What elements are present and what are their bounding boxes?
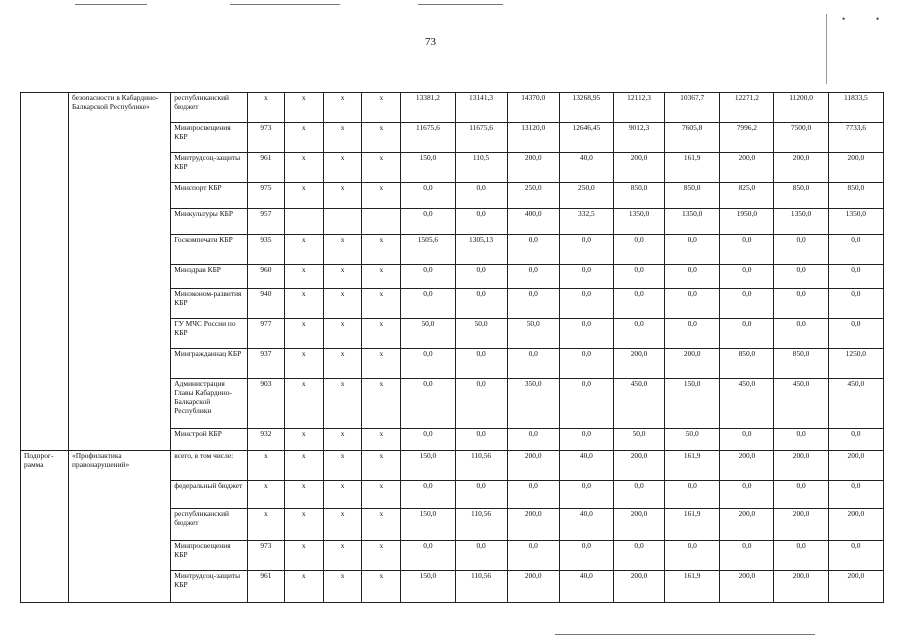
value-cell: 0,0 [665, 319, 720, 349]
expense-type-cell: x [362, 265, 401, 289]
value-cell: 0,0 [774, 319, 828, 349]
value-cell: 0,0 [613, 235, 664, 265]
value-cell: 0,0 [559, 349, 613, 379]
value-cell: 7500,0 [774, 123, 828, 153]
value-cell: 0,0 [455, 209, 507, 235]
code-cell: x [247, 481, 284, 509]
value-cell: 0,0 [507, 235, 559, 265]
value-cell: 0,0 [828, 289, 883, 319]
code-cell: 961 [247, 153, 284, 183]
executor-cell: республиканский бюджет [171, 509, 248, 541]
value-cell: 0,0 [559, 289, 613, 319]
value-cell: 40,0 [559, 451, 613, 481]
code-cell: x [247, 93, 284, 123]
section-cell: x [284, 289, 323, 319]
section-cell: x [284, 429, 323, 451]
value-cell: 0,0 [559, 235, 613, 265]
subprogram-name-cell: «Профилактика правонарушений» [69, 451, 171, 603]
value-cell: 0,0 [455, 541, 507, 571]
value-cell: 0,0 [774, 265, 828, 289]
value-cell: 150,0 [401, 571, 455, 603]
value-cell: 0,0 [507, 541, 559, 571]
value-cell: 450,0 [774, 379, 828, 429]
section-cell [284, 209, 323, 235]
value-cell: 200,0 [774, 571, 828, 603]
executor-cell: Минэконом-развития КБР [171, 289, 248, 319]
scan-mark: • [842, 14, 846, 24]
target-article-cell: x [323, 153, 362, 183]
value-cell: 0,0 [613, 265, 664, 289]
expense-type-cell: x [362, 481, 401, 509]
value-cell: 11675,6 [455, 123, 507, 153]
executor-cell: Минпросвещения КБР [171, 123, 248, 153]
value-cell: 200,0 [774, 153, 828, 183]
value-cell: 0,0 [401, 183, 455, 209]
expense-type-cell: x [362, 123, 401, 153]
section-cell: x [284, 93, 323, 123]
value-cell: 50,0 [401, 319, 455, 349]
section-cell: x [284, 265, 323, 289]
value-cell: 12112,3 [613, 93, 664, 123]
expense-type-cell: x [362, 349, 401, 379]
value-cell: 200,0 [720, 509, 774, 541]
code-cell: 940 [247, 289, 284, 319]
target-article-cell: x [323, 265, 362, 289]
value-cell: 200,0 [828, 451, 883, 481]
value-cell: 200,0 [613, 349, 664, 379]
value-cell: 0,0 [507, 265, 559, 289]
code-cell: 961 [247, 571, 284, 603]
value-cell: 0,0 [455, 289, 507, 319]
scan-mark: • [876, 14, 880, 24]
value-cell: 0,0 [455, 481, 507, 509]
target-article-cell: x [323, 183, 362, 209]
value-cell: 850,0 [774, 349, 828, 379]
value-cell: 0,0 [455, 349, 507, 379]
executor-cell: Администрация Главы Кабардино-Балкарской Республики [171, 379, 248, 429]
page-number: 73 [425, 36, 436, 48]
value-cell: 11200,0 [774, 93, 828, 123]
target-article-cell: x [323, 541, 362, 571]
value-cell: 332,5 [559, 209, 613, 235]
value-cell: 161,9 [665, 153, 720, 183]
value-cell: 0,0 [559, 379, 613, 429]
target-article-cell: x [323, 379, 362, 429]
value-cell: 450,0 [613, 379, 664, 429]
value-cell: 0,0 [828, 541, 883, 571]
executor-cell: Мингражданнац КБР [171, 349, 248, 379]
value-cell: 0,0 [774, 429, 828, 451]
value-cell: 161,9 [665, 451, 720, 481]
value-cell: 0,0 [559, 319, 613, 349]
value-cell: 850,0 [665, 183, 720, 209]
value-cell: 13268,95 [559, 93, 613, 123]
expense-type-cell: x [362, 509, 401, 541]
expense-type-cell: x [362, 541, 401, 571]
value-cell: 200,0 [507, 451, 559, 481]
value-cell: 0,0 [720, 235, 774, 265]
value-cell: 150,0 [401, 451, 455, 481]
value-cell: 200,0 [774, 451, 828, 481]
value-cell: 200,0 [720, 153, 774, 183]
value-cell: 0,0 [774, 541, 828, 571]
value-cell: 850,0 [828, 183, 883, 209]
value-cell: 10367,7 [665, 93, 720, 123]
value-cell: 161,9 [665, 571, 720, 603]
value-cell: 13120,0 [507, 123, 559, 153]
code-cell: 960 [247, 265, 284, 289]
code-cell: 957 [247, 209, 284, 235]
expense-type-cell: x [362, 289, 401, 319]
executor-cell: всего, в том числе: [171, 451, 248, 481]
value-cell: 1350,0 [613, 209, 664, 235]
section-cell: x [284, 319, 323, 349]
expense-type-cell: x [362, 571, 401, 603]
value-cell: 350,0 [507, 379, 559, 429]
value-cell: 0,0 [559, 481, 613, 509]
target-article-cell: x [323, 451, 362, 481]
target-article-cell: x [323, 235, 362, 265]
value-cell: 0,0 [401, 209, 455, 235]
value-cell: 0,0 [455, 429, 507, 451]
value-cell: 50,0 [613, 429, 664, 451]
value-cell: 850,0 [720, 349, 774, 379]
value-cell: 1305,13 [455, 235, 507, 265]
value-cell: 0,0 [665, 541, 720, 571]
expense-type-cell: x [362, 429, 401, 451]
value-cell: 200,0 [828, 509, 883, 541]
value-cell: 50,0 [665, 429, 720, 451]
code-cell: 932 [247, 429, 284, 451]
value-cell: 0,0 [720, 265, 774, 289]
value-cell: 11675,6 [401, 123, 455, 153]
value-cell: 13381,2 [401, 93, 455, 123]
value-cell: 0,0 [455, 265, 507, 289]
executor-cell: Минпросвещения КБР [171, 541, 248, 571]
value-cell: 200,0 [613, 509, 664, 541]
value-cell: 0,0 [774, 481, 828, 509]
value-cell: 14370,0 [507, 93, 559, 123]
code-cell: 973 [247, 123, 284, 153]
target-article-cell: x [323, 571, 362, 603]
value-cell: 0,0 [559, 429, 613, 451]
value-cell: 1350,0 [774, 209, 828, 235]
expense-type-cell: x [362, 379, 401, 429]
value-cell: 0,0 [828, 235, 883, 265]
value-cell: 110,5 [455, 153, 507, 183]
value-cell: 0,0 [401, 289, 455, 319]
value-cell: 200,0 [720, 571, 774, 603]
expense-type-cell: x [362, 235, 401, 265]
value-cell: 0,0 [613, 319, 664, 349]
value-cell: 825,0 [720, 183, 774, 209]
code-cell: 973 [247, 541, 284, 571]
value-cell: 7605,8 [665, 123, 720, 153]
section-cell: x [284, 349, 323, 379]
value-cell: 9012,3 [613, 123, 664, 153]
code-cell: x [247, 509, 284, 541]
value-cell: 0,0 [774, 235, 828, 265]
code-cell: 937 [247, 349, 284, 379]
target-article-cell: x [323, 93, 362, 123]
executor-cell: Минтрудсоц-защиты КБР [171, 571, 248, 603]
executor-cell: Госкомпечати КБР [171, 235, 248, 265]
expense-type-cell: x [362, 319, 401, 349]
code-cell: 975 [247, 183, 284, 209]
value-cell: 0,0 [507, 349, 559, 379]
section-cell: x [284, 451, 323, 481]
section-cell: x [284, 379, 323, 429]
code-cell: 903 [247, 379, 284, 429]
value-cell: 50,0 [455, 319, 507, 349]
value-cell: 0,0 [455, 183, 507, 209]
top-rule-right [418, 4, 503, 5]
table-body [21, 93, 884, 603]
value-cell: 0,0 [401, 541, 455, 571]
value-cell: 0,0 [828, 319, 883, 349]
value-cell: 0,0 [613, 481, 664, 509]
value-cell: 200,0 [720, 451, 774, 481]
value-cell: 0,0 [559, 541, 613, 571]
bottom-rule [555, 634, 815, 635]
value-cell: 0,0 [828, 429, 883, 451]
section-cell: x [284, 509, 323, 541]
value-cell: 12646,45 [559, 123, 613, 153]
value-cell: 0,0 [507, 429, 559, 451]
table-row [21, 451, 884, 481]
top-rule-middle [230, 4, 340, 5]
value-cell: 450,0 [828, 379, 883, 429]
section-cell: x [284, 153, 323, 183]
executor-cell: республиканский бюджет [171, 93, 248, 123]
value-cell: 1250,0 [828, 349, 883, 379]
target-article-cell: x [323, 289, 362, 319]
value-cell: 0,0 [401, 429, 455, 451]
value-cell: 0,0 [828, 481, 883, 509]
margin-line [826, 14, 827, 84]
section-cell: x [284, 571, 323, 603]
budget-table [20, 92, 884, 603]
value-cell: 150,0 [665, 379, 720, 429]
target-article-cell: x [323, 349, 362, 379]
target-article-cell: x [323, 123, 362, 153]
section-cell: x [284, 123, 323, 153]
value-cell: 0,0 [720, 429, 774, 451]
value-cell: 250,0 [559, 183, 613, 209]
value-cell: 161,9 [665, 509, 720, 541]
value-cell: 13141,3 [455, 93, 507, 123]
program-type-cell [21, 93, 69, 451]
table-row [21, 93, 884, 123]
expense-type-cell [362, 209, 401, 235]
value-cell: 7996,2 [720, 123, 774, 153]
value-cell: 0,0 [665, 289, 720, 319]
value-cell: 200,0 [507, 153, 559, 183]
code-cell: x [247, 451, 284, 481]
value-cell: 0,0 [401, 349, 455, 379]
value-cell: 110,56 [455, 509, 507, 541]
value-cell: 0,0 [613, 289, 664, 319]
program-name-cell: безопасности в Кабардино-Балкарской Республике» [69, 93, 171, 451]
section-cell: x [284, 183, 323, 209]
value-cell: 200,0 [613, 451, 664, 481]
value-cell: 0,0 [613, 541, 664, 571]
section-cell: x [284, 481, 323, 509]
value-cell: 450,0 [720, 379, 774, 429]
code-cell: 935 [247, 235, 284, 265]
target-article-cell [323, 209, 362, 235]
value-cell: 0,0 [507, 481, 559, 509]
value-cell: 1350,0 [665, 209, 720, 235]
value-cell: 200,0 [613, 153, 664, 183]
expense-type-cell: x [362, 93, 401, 123]
value-cell: 200,0 [774, 509, 828, 541]
value-cell: 40,0 [559, 153, 613, 183]
executor-cell: федеральный бюджет [171, 481, 248, 509]
value-cell: 12271,2 [720, 93, 774, 123]
target-article-cell: x [323, 429, 362, 451]
expense-type-cell: x [362, 451, 401, 481]
executor-cell: Минспорт КБР [171, 183, 248, 209]
value-cell: 0,0 [720, 481, 774, 509]
value-cell: 0,0 [828, 265, 883, 289]
target-article-cell: x [323, 481, 362, 509]
value-cell: 1350,0 [828, 209, 883, 235]
value-cell: 7733,6 [828, 123, 883, 153]
value-cell: 0,0 [507, 289, 559, 319]
value-cell: 0,0 [720, 541, 774, 571]
value-cell: 850,0 [613, 183, 664, 209]
value-cell: 200,0 [828, 153, 883, 183]
value-cell: 1950,0 [720, 209, 774, 235]
value-cell: 200,0 [613, 571, 664, 603]
value-cell: 150,0 [401, 509, 455, 541]
executor-cell: Минтрудсоц-защиты КБР [171, 153, 248, 183]
value-cell: 200,0 [665, 349, 720, 379]
value-cell: 0,0 [720, 319, 774, 349]
value-cell: 250,0 [507, 183, 559, 209]
expense-type-cell: x [362, 183, 401, 209]
value-cell: 0,0 [559, 265, 613, 289]
value-cell: 0,0 [401, 379, 455, 429]
value-cell: 0,0 [665, 235, 720, 265]
executor-cell: Минкультуры КБР [171, 209, 248, 235]
expense-type-cell: x [362, 153, 401, 183]
value-cell: 0,0 [665, 265, 720, 289]
value-cell: 40,0 [559, 571, 613, 603]
value-cell: 150,0 [401, 153, 455, 183]
value-cell: 40,0 [559, 509, 613, 541]
target-article-cell: x [323, 319, 362, 349]
value-cell: 0,0 [401, 481, 455, 509]
section-cell: x [284, 235, 323, 265]
section-cell: x [284, 541, 323, 571]
value-cell: 50,0 [507, 319, 559, 349]
value-cell: 1505,6 [401, 235, 455, 265]
value-cell: 110,56 [455, 571, 507, 603]
target-article-cell: x [323, 509, 362, 541]
executor-cell: Минстрой КБР [171, 429, 248, 451]
value-cell: 0,0 [455, 379, 507, 429]
top-rule-left [75, 4, 147, 5]
value-cell: 200,0 [507, 571, 559, 603]
executor-cell: ГУ МЧС России по КБР [171, 319, 248, 349]
code-cell: 977 [247, 319, 284, 349]
value-cell: 0,0 [401, 265, 455, 289]
value-cell: 200,0 [828, 571, 883, 603]
value-cell: 0,0 [774, 289, 828, 319]
executor-cell: Минздрав КБР [171, 265, 248, 289]
value-cell: 110,56 [455, 451, 507, 481]
value-cell: 0,0 [665, 481, 720, 509]
value-cell: 400,0 [507, 209, 559, 235]
subprogram-label-cell: Подпрог-рамма [21, 451, 69, 603]
value-cell: 200,0 [507, 509, 559, 541]
value-cell: 0,0 [720, 289, 774, 319]
value-cell: 850,0 [774, 183, 828, 209]
value-cell: 11833,5 [828, 93, 883, 123]
